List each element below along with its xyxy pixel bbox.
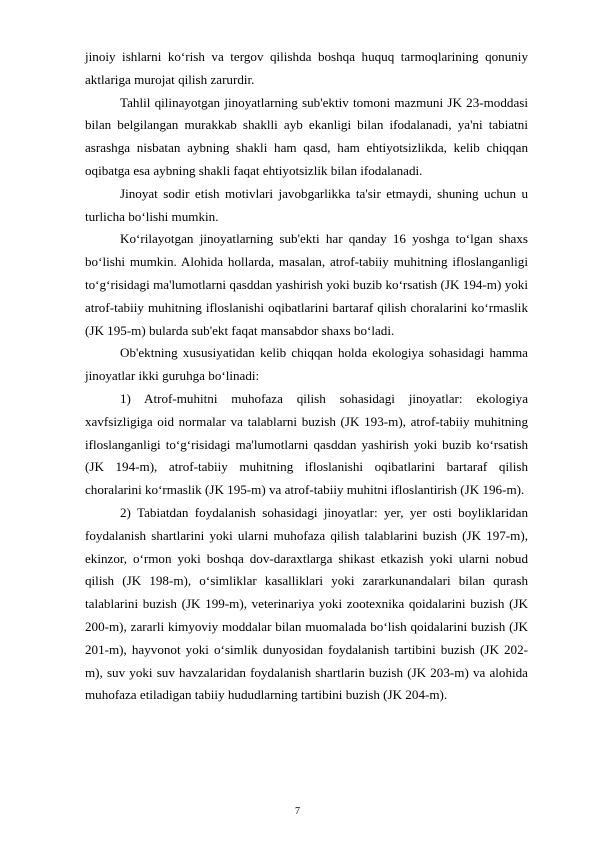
body-text <box>85 46 528 707</box>
paragraph-subjective-side: Tahlil qilinayotgan jinoyatlarning sub'ektiv tomoni mazmuni JK 23-moddasi bilan belgilangan murakkab shaklli ayb ekanligi bilan ifodalanadi, ya'ni tabiatni asrashga nisbatan aybning shakli ham qasd, ham ehtiyotsizlikda, kelib chiqqan oqibatga esa aybning shakli faqat ehtiyotsizlik bilan ifodalanadi. <box>85 94 528 178</box>
paragraph-subject: Ko‘rilayotgan jinoyatlarning sub'ekti har qanday 16 yoshga to‘lgan shaxs bo‘lishi mumkin. Alohida hollarda, masalan, atrof-tabiiy muhitning ifloslanganligi to‘g‘risidagi ma'lumotlarni qasddan yashirish yoki buzib ko‘rsatish (JK 194-m) yoki atrof-tabiiy muhitning ifloslanishi oqibatlarini bartaraf qilish choralarini ko‘rmaslik (JK 195-m) bularda sub'ekt faqat mansabdor shaxs bo‘ladi. <box>85 231 528 338</box>
paragraph-groups-intro: Ob'ektning xususiyatidan kelib chiqqan holda ekologiya sohasidagi hamma jinoyatlar ikki guruhga bo‘linadi: <box>85 345 528 384</box>
paragraph-motives: Jinoyat sodir etish motivlari javobgarlikka ta'sir etmaydi, shuning uchun u turlicha bo‘lishi mumkin. <box>85 185 528 224</box>
paragraph-continuation: jinoiy ishlarni ko‘rish va tergov qilishda boshqa huquq tarmoqlarining qonuniy aktlariga murojat qilish zarurdir. <box>85 49 528 87</box>
paragraph-group-1: 1) Atrof-muhitni muhofaza qilish sohasidagi jinoyatlar: ekologiya xavfsizligiga oid normalar va talablarni buzish (JK 193-m), atrof-tabiiy muhitning ifloslanganligi to‘g‘risidagi ma'lumotlarni qasddan yashirish yoki buzib ko‘rsatish (JK 194-m), atrof-tabiiy muhitning ifloslanishi oqibatlarini bartaraf qilish choralarini ko‘rmaslik (JK 195-m) va atrof-tabiiy muhitni ifloslantirish (JK 196-m). <box>85 390 528 498</box>
paragraph-group-2: 2) Tabiatdan foydalanish sohasidagi jinoyatlar: yer, yer osti boyliklaridan foydalanish shartlarini yoki ularni muhofaza qilish talablarini buzish (JK 197-m), ekinzor, o‘rmon yoki boshqa dov-daraxtlarga shikast etkazish yoki ularni nobud qilish (JK 198-m), o‘simliklar kasalliklari yoki zararkunandalari bilan qurash talablarini buzish (JK 199-m), veterinariya yoki zootexnika qoidalarini buzish (JK 200-m), zararli kimyoviy moddalar bilan muomalada bo‘lish qoidalarini buzish (JK 201-m), hayvonot yoki o‘simlik dunyosidan foydalanish tartibini buzish (JK 202-m), suv yoki suv havzalaridan foydalanish shartlarin buzish (JK 203-m) va alohida muhofaza etiladigan tabiiy hududlarning tartibini buzish (JK 204-m). <box>85 504 528 703</box>
page-number: 7 <box>295 806 300 817</box>
